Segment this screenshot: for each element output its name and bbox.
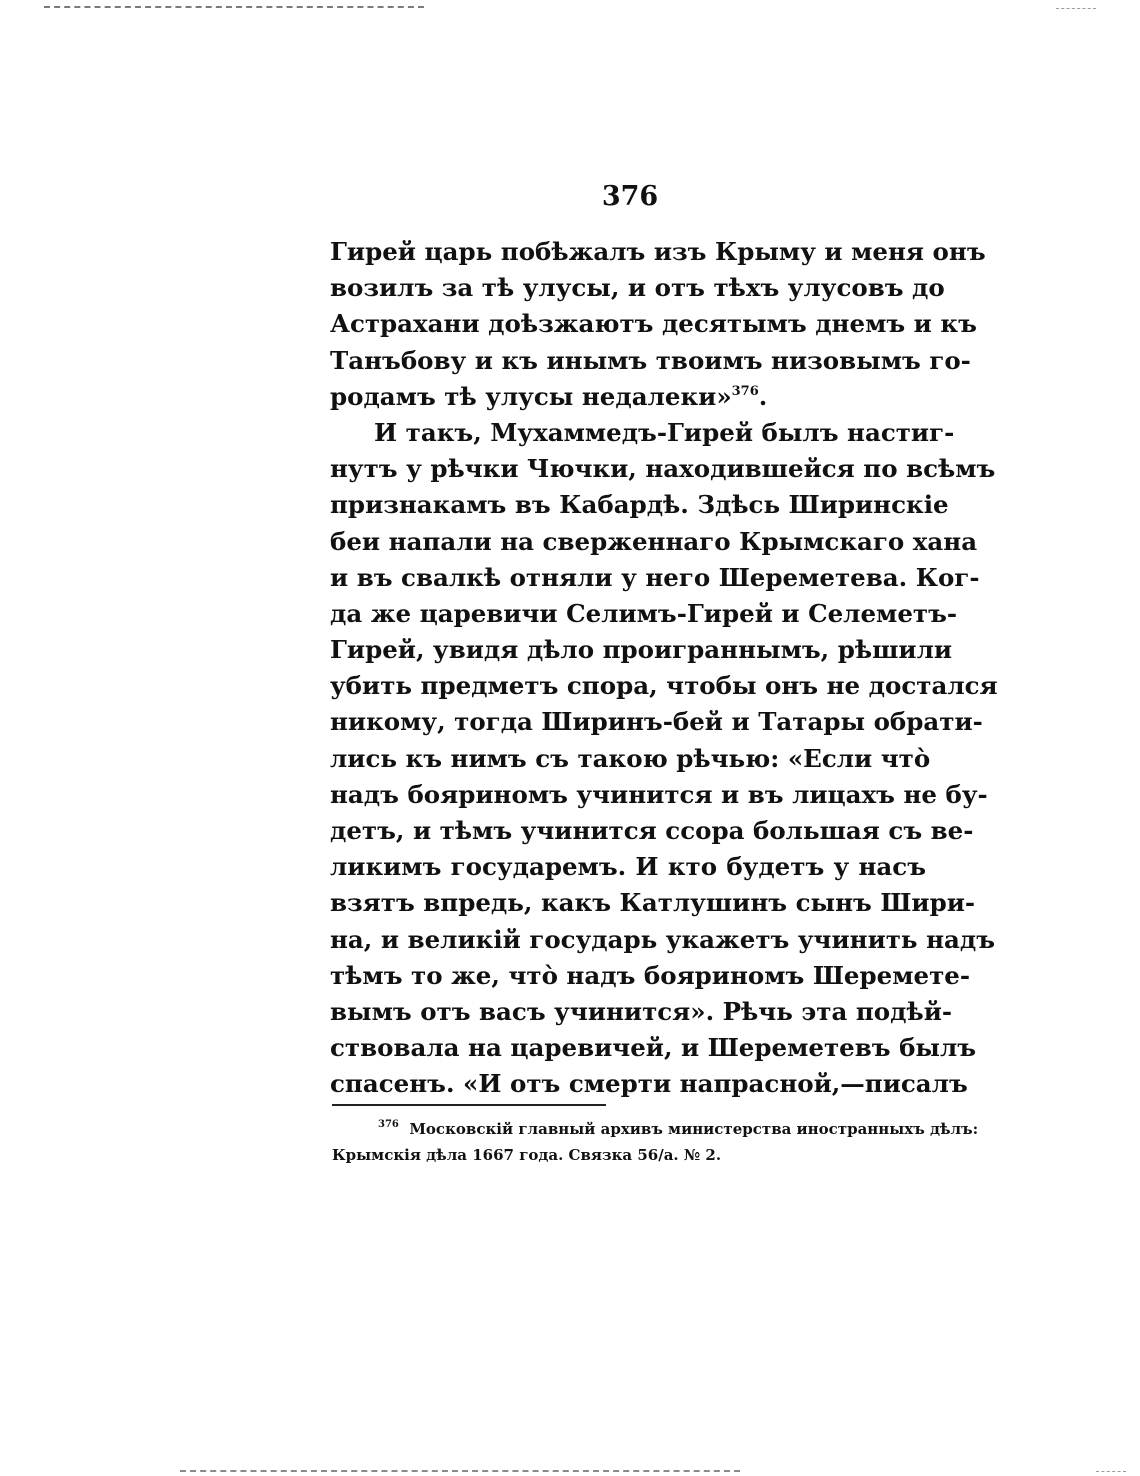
scan-edge-top	[44, 6, 424, 10]
page-number: 376	[601, 181, 659, 212]
footnote-separator	[332, 1104, 606, 1106]
text-line: нутъ у рѣчки Чючки, находившейся по всѣмъ	[330, 454, 996, 484]
scan-edge-bottom	[180, 1470, 740, 1474]
text-line: признакамъ въ Кабардѣ. Здѣсь Ширинскіе	[330, 490, 949, 520]
text-line-content: родамъ тѣ улусы недалеки»	[330, 381, 732, 411]
footnote-reference[interactable]: 376	[731, 383, 759, 399]
scan-edge-top-right	[1056, 8, 1096, 10]
text-line: спасенъ. «И отъ смерти напрасной,—писалъ	[330, 1069, 968, 1099]
text-line: Астрахани доѣзжаютъ десятымъ днемъ и къ	[330, 309, 977, 339]
text-line: беи напали на сверженнаго Крымскаго хана	[330, 526, 978, 556]
text-line: надъ бояриномъ учинится и въ лицахъ не бу-	[330, 779, 988, 809]
text-line: тѣмъ то же, что̀ надъ бояриномъ Шереметe-	[330, 960, 971, 990]
text-line: детъ, и тѣмъ учинится ссора большая съ ве-	[330, 816, 974, 845]
footnote	[332, 1116, 979, 1168]
text-line: ликимъ государемъ. И кто будетъ у насъ	[330, 852, 926, 882]
text-line: Гирей, увидя дѣло проиграннымъ, рѣшили	[330, 635, 953, 665]
text-line: на, и великій государь укажетъ учинить надъ	[330, 924, 996, 954]
text-line: вымъ отъ васъ учинится». Рѣчь эта подѣй-	[330, 996, 953, 1026]
paragraph-2	[330, 415, 998, 1103]
text-line: И такъ, Мухаммедъ-Гирей былъ настиг-	[374, 417, 955, 447]
text-line: и въ свалкѣ отняли у него Шереметева. Ког-	[330, 562, 980, 592]
scan-edge-bottom-right	[1096, 1471, 1126, 1473]
text-line: родамъ тѣ улусы недалеки»$^{376}$.	[330, 381, 768, 411]
footnote-marker: 376	[378, 1119, 399, 1130]
paragraph-1	[330, 234, 986, 415]
text-line: никому, тогда Ширинъ-бей и Татары обрати-	[330, 707, 983, 737]
text-line: да же царевичи Селимъ-Гирей и Селеметъ-	[330, 598, 958, 628]
text-line: Танъбову и къ инымъ твоимъ низовымъ го-	[330, 345, 971, 375]
text-line: Гирей царь побѣжалъ изъ Крыму и меня онъ	[330, 237, 986, 266]
footnote-line	[332, 1116, 979, 1142]
body-text	[330, 234, 998, 1103]
text-line: лись къ нимъ съ такою рѣчью: «Если что̀	[330, 743, 931, 773]
text-line: взятъ впредь, какъ Катлушинъ сынъ Шири-	[330, 888, 976, 918]
footnote-text: Московскій главный архивъ министерства иностранныхъ дѣлъ:	[409, 1120, 979, 1138]
text-line: убить предметъ спора, чтобы онъ не достался	[330, 671, 998, 701]
text-line: ствовала на царевичей, и Шереметевъ былъ	[330, 1033, 977, 1063]
text-line: возилъ за тѣ улусы, и отъ тѣхъ улусовъ до	[330, 273, 945, 303]
footnote-line: Крымскія дѣла 1667 года. Связка 56/а. № 2.	[332, 1146, 722, 1164]
